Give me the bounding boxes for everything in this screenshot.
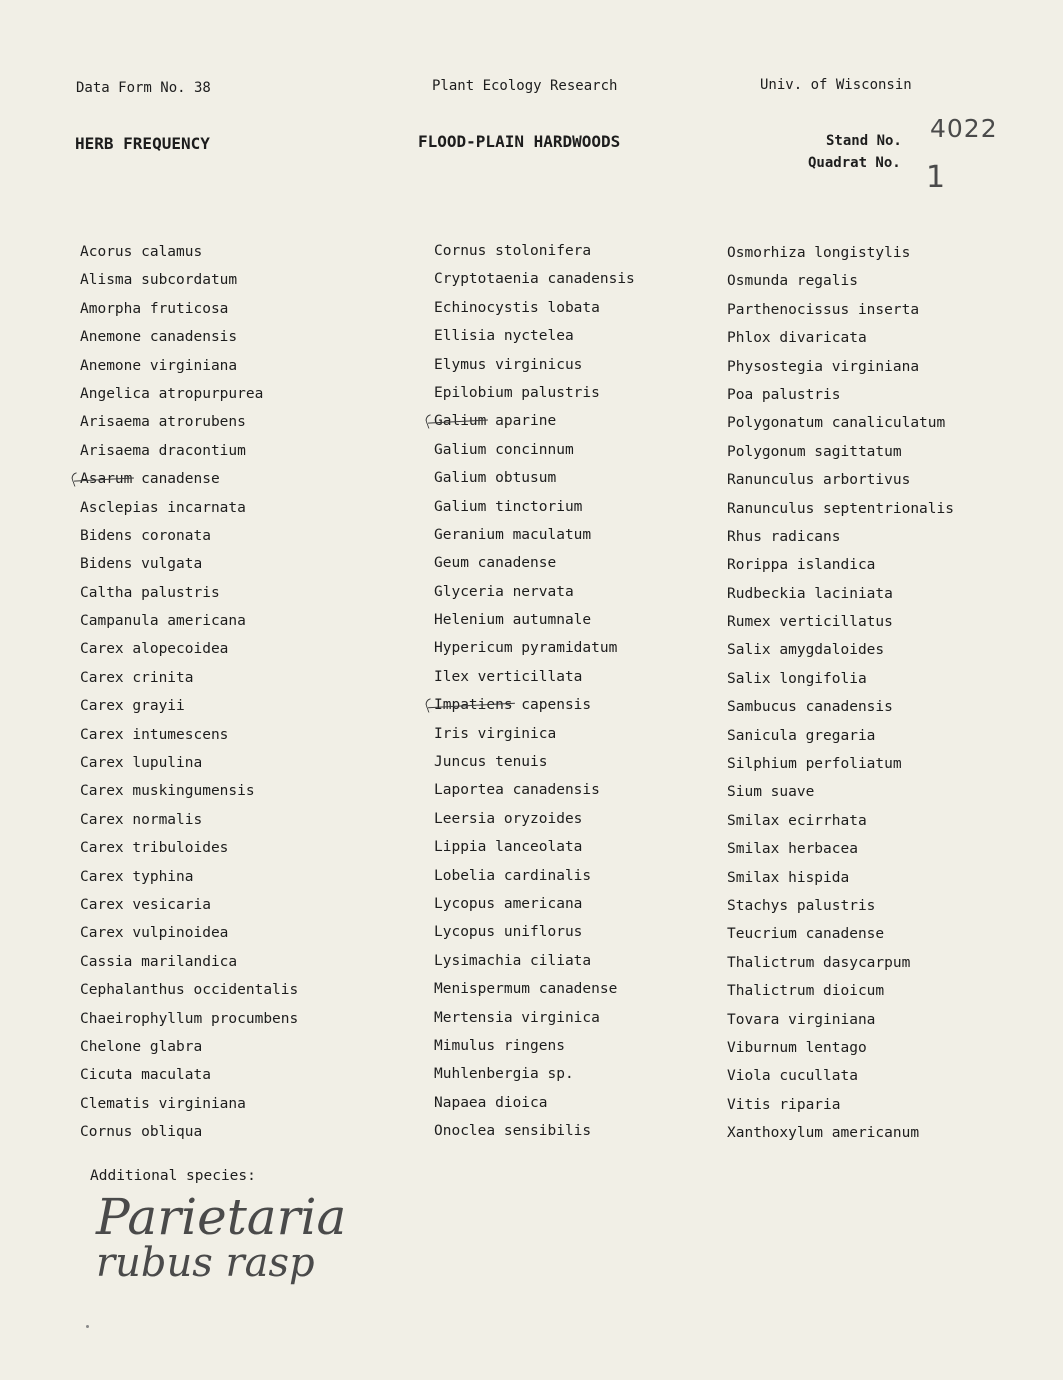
species-item: Carex tribuloides — [80, 840, 229, 857]
species-item: Carex intumescens — [80, 726, 229, 743]
species-item: Angelica atropurpurea — [80, 385, 264, 402]
species-item: Carex typhina — [80, 868, 194, 885]
species-column-2 — [434, 237, 635, 1146]
species-item: Ranunculus arbortivus — [727, 472, 911, 489]
species-item: Cornus obliqua — [80, 1124, 203, 1141]
species-item: Arisaema atrorubens — [80, 414, 246, 431]
species-item: Lobelia cardinalis — [434, 867, 592, 884]
species-item: Echinocystis lobata — [434, 299, 600, 316]
species-item: Hypericum pyramidatum — [434, 640, 618, 657]
species-item: Anemone canadensis — [80, 329, 238, 346]
species-item: Teucrium canadense — [727, 926, 885, 943]
species-item: Lycopus americana — [434, 895, 583, 912]
species-item: Menispermum canadense — [434, 981, 618, 998]
species-item: Cryptotaenia canadensis — [434, 271, 635, 288]
species-item: Stachys palustris — [727, 897, 876, 914]
species-item: Clematis virginiana — [80, 1095, 246, 1112]
species-item: Bidens vulgata — [80, 556, 203, 573]
species-epithet: aparine — [486, 413, 557, 430]
community-title: FLOOD-PLAIN HARDWOODS — [418, 132, 621, 151]
species-item: Viburnum lentago — [727, 1039, 867, 1056]
stand-value: 4022 — [930, 114, 998, 143]
university-name: Univ. of Wisconsin — [760, 77, 912, 93]
species-item — [434, 691, 635, 719]
species-item: Chelone glabra — [80, 1038, 203, 1055]
species-item: Cornus stolonifera — [434, 243, 592, 259]
species-item: Geranium maculatum — [434, 526, 592, 543]
species-item: Smilax hispida — [727, 869, 850, 886]
species-item: Glyceria nervata — [434, 583, 574, 600]
species-item: Smilax herbacea — [727, 841, 858, 858]
species-item: Iris virginica — [434, 725, 557, 742]
species-item: Carex alopecoidea — [80, 641, 229, 658]
species-item: Smilax ecirrhata — [727, 812, 867, 829]
quadrat-value: 1 — [926, 160, 946, 195]
form-number: Data Form No. 38 — [76, 80, 211, 96]
species-item: Carex muskingumensis — [80, 783, 255, 800]
species-item: Elymus virginicus — [434, 356, 583, 373]
species-item: Arisaema dracontium — [80, 442, 246, 459]
species-item: Tovara virginiana — [727, 1011, 876, 1028]
species-item: Rorippa islandica — [727, 557, 876, 574]
species-column-1 — [80, 238, 298, 1147]
species-item: Alisma subcordatum — [80, 272, 238, 289]
species-item: Caltha palustris — [80, 584, 220, 601]
species-item: Ilex verticillata — [434, 668, 583, 685]
species-item: Silphium perfoliatum — [727, 756, 902, 773]
species-item: Polygonum sagittatum — [727, 443, 902, 460]
species-item: Cicuta maculata — [80, 1067, 211, 1084]
species-item: Mimulus ringens — [434, 1037, 565, 1054]
species-item: Lippia lanceolata — [434, 839, 583, 856]
species-item: Thalictrum dasycarpum — [727, 954, 911, 971]
species-item: Acorus calamus — [80, 244, 203, 260]
species-epithet: canadense — [132, 471, 220, 488]
species-item: Ranunculus septentrionalis — [727, 500, 954, 517]
species-item: Leersia oryzoides — [434, 810, 583, 827]
species-item: Galium concinnum — [434, 441, 574, 458]
species-item: Lysimachia ciliata — [434, 952, 592, 969]
handwritten-species-1: Parietaria — [96, 1188, 347, 1246]
species-item: Carex grayii — [80, 698, 185, 715]
species-item: Carex vesicaria — [80, 896, 211, 913]
paper-speck — [86, 1325, 89, 1328]
species-item: Muhlenbergia sp. — [434, 1066, 574, 1083]
species-item: Osmorhiza longistylis — [727, 245, 911, 261]
species-item: Sambucus canadensis — [727, 699, 893, 716]
species-item: Ellisia nyctelea — [434, 328, 574, 345]
species-item: Rumex verticillatus — [727, 614, 893, 631]
species-item: Sium suave — [727, 784, 815, 801]
species-item: Anemone virginiana — [80, 357, 238, 374]
species-item: Helenium autumnale — [434, 612, 592, 629]
species-item: Bidens coronata — [80, 527, 211, 544]
species-item: Chaeirophyllum procumbens — [80, 1010, 299, 1027]
species-item: Carex vulpinoidea — [80, 925, 229, 942]
species-item: Sanicula gregaria — [727, 727, 876, 744]
species-item: Carex lupulina — [80, 755, 203, 772]
species-item: Galium tinctorium — [434, 498, 583, 515]
species-item: Vitis riparia — [727, 1096, 841, 1113]
species-item: Onoclea sensibilis — [434, 1123, 592, 1140]
research-title: Plant Ecology Research — [432, 78, 618, 94]
species-item: Cassia marilandica — [80, 953, 238, 970]
species-item: Amorpha fruticosa — [80, 300, 229, 317]
species-item: Mertensia virginica — [434, 1009, 600, 1026]
species-item: Polygonatum canaliculatum — [727, 415, 946, 432]
struck-genus: Asarum — [80, 471, 133, 488]
quadrat-label: Quadrat No. — [808, 155, 901, 171]
species-item: Rhus radicans — [727, 528, 841, 545]
species-item: Rudbeckia laciniata — [727, 585, 893, 602]
species-item: Poa palustris — [727, 386, 841, 403]
species-item: Phlox divaricata — [727, 330, 867, 347]
species-item: Epilobium palustris — [434, 384, 600, 401]
species-item: Geum canadense — [434, 555, 557, 572]
species-item: Thalictrum dioicum — [727, 983, 885, 1000]
species-item: Salix longifolia — [727, 670, 867, 687]
species-item: Osmunda regalis — [727, 273, 858, 290]
species-epithet: capensis — [512, 697, 592, 714]
species-item: Parthenocissus inserta — [727, 301, 920, 318]
species-item: Napaea dioica — [434, 1094, 548, 1111]
species-item: Juncus tenuis — [434, 754, 548, 771]
species-item — [434, 407, 635, 435]
handwritten-species-2: rubus rasp — [96, 1240, 315, 1286]
species-item — [80, 465, 298, 493]
species-item: Campanula americana — [80, 613, 246, 630]
species-item: Asclepias incarnata — [80, 499, 246, 516]
species-item: Physostegia virginiana — [727, 358, 920, 375]
species-item: Carex crinita — [80, 669, 194, 686]
species-item: Carex normalis — [80, 811, 203, 828]
stand-label: Stand No. — [826, 133, 902, 149]
species-item: Lycopus uniflorus — [434, 924, 583, 941]
species-item: Galium obtusum — [434, 470, 557, 487]
species-item: Xanthoxylum americanum — [727, 1125, 920, 1142]
struck-genus: Galium — [434, 413, 487, 430]
species-column-3 — [727, 239, 954, 1148]
species-item: Laportea canadensis — [434, 782, 600, 799]
species-item: Salix amygdaloides — [727, 642, 885, 659]
additional-species-label: Additional species: — [90, 1168, 256, 1184]
species-item: Cephalanthus occidentalis — [80, 982, 299, 999]
struck-genus: Impatiens — [434, 697, 513, 714]
species-item: Viola cucullata — [727, 1068, 858, 1085]
form-title: HERB FREQUENCY — [75, 134, 210, 153]
